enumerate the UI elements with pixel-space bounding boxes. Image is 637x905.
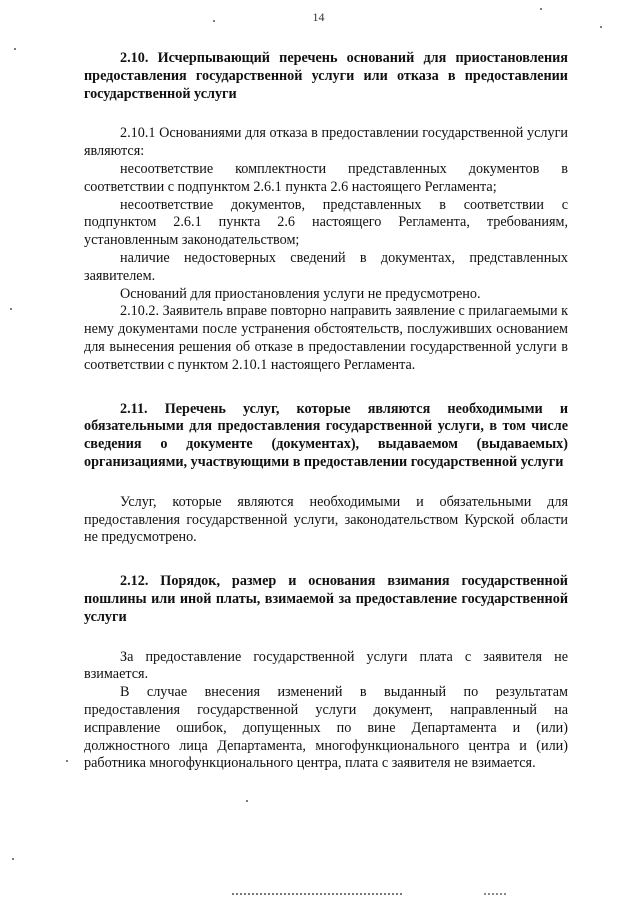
scan-artifact	[232, 893, 402, 897]
paragraph: В случае внесения изменений в выданный по результатам предоставления государственной услуги документ, направленный на исправление ошибок, допущенных по вине Департамента и (или) должностного лица Департамента, многофункционального центра и (или) работника многофункционального центра, плата с заявителя не взимается.	[84, 684, 568, 772]
paragraph: несоответствие документов, представленных в соответствии с подпунктом 2.6.1 пункта 2.6 настоящего Регламента, требованиям, установленным законодательством;	[84, 196, 568, 249]
scan-speck	[540, 8, 542, 10]
section-heading-2-11: 2.11. Перечень услуг, которые являются необходимыми и обязательными для предоставления государственной услуги, в том числе сведения о документе (документах), выдаваемом (выдаваемых) организациями, участвующими в предоставлении государственной услуги	[84, 400, 568, 470]
paragraph: 2.10.2. Заявитель вправе повторно направить заявление с прилагаемыми к нему документами после устранения обстоятельств, послуживших основанием для вынесения решения об отказе в предоставлении государственной услуги в соответствии с пунктом 2.10.1 настоящего Регламента.	[84, 303, 568, 373]
scan-speck	[213, 20, 215, 22]
scan-speck	[10, 308, 12, 310]
paragraph: 2.10.1 Основаниями для отказа в предоставлении государственной услуги являются:	[84, 125, 568, 160]
page-number: 14	[312, 10, 325, 24]
paragraph: наличие недостоверных сведений в документах, представленных заявителем.	[84, 249, 568, 284]
scan-speck	[14, 48, 16, 50]
scan-speck	[12, 858, 14, 860]
section-heading-2-10: 2.10. Исчерпывающий перечень оснований для приостановления предоставления государственной услуги или отказа в предоставлении государственной услуги	[84, 50, 568, 102]
scan-speck	[600, 26, 602, 28]
scan-speck	[246, 800, 248, 802]
scan-speck	[66, 760, 68, 762]
document-body	[84, 50, 568, 773]
paragraph: Оснований для приостановления услуги не предусмотрено.	[120, 285, 481, 302]
scan-artifact	[484, 893, 506, 897]
paragraph: Услуг, которые являются необходимыми и обязательными для предоставления государственной услуги, законодательством Курской области не предусмотрено.	[84, 493, 568, 546]
paragraph: несоответствие комплектности представленных документов в соответствии с подпунктом 2.6.1 пункта 2.6 настоящего Регламента;	[84, 160, 568, 195]
paragraph: За предоставление государственной услуги плата с заявителя не взимается.	[84, 648, 568, 683]
section-heading-2-12: 2.12. Порядок, размер и основания взимания государственной пошлины или иной платы, взимаемой за предоставление государственной услуги	[84, 573, 568, 625]
